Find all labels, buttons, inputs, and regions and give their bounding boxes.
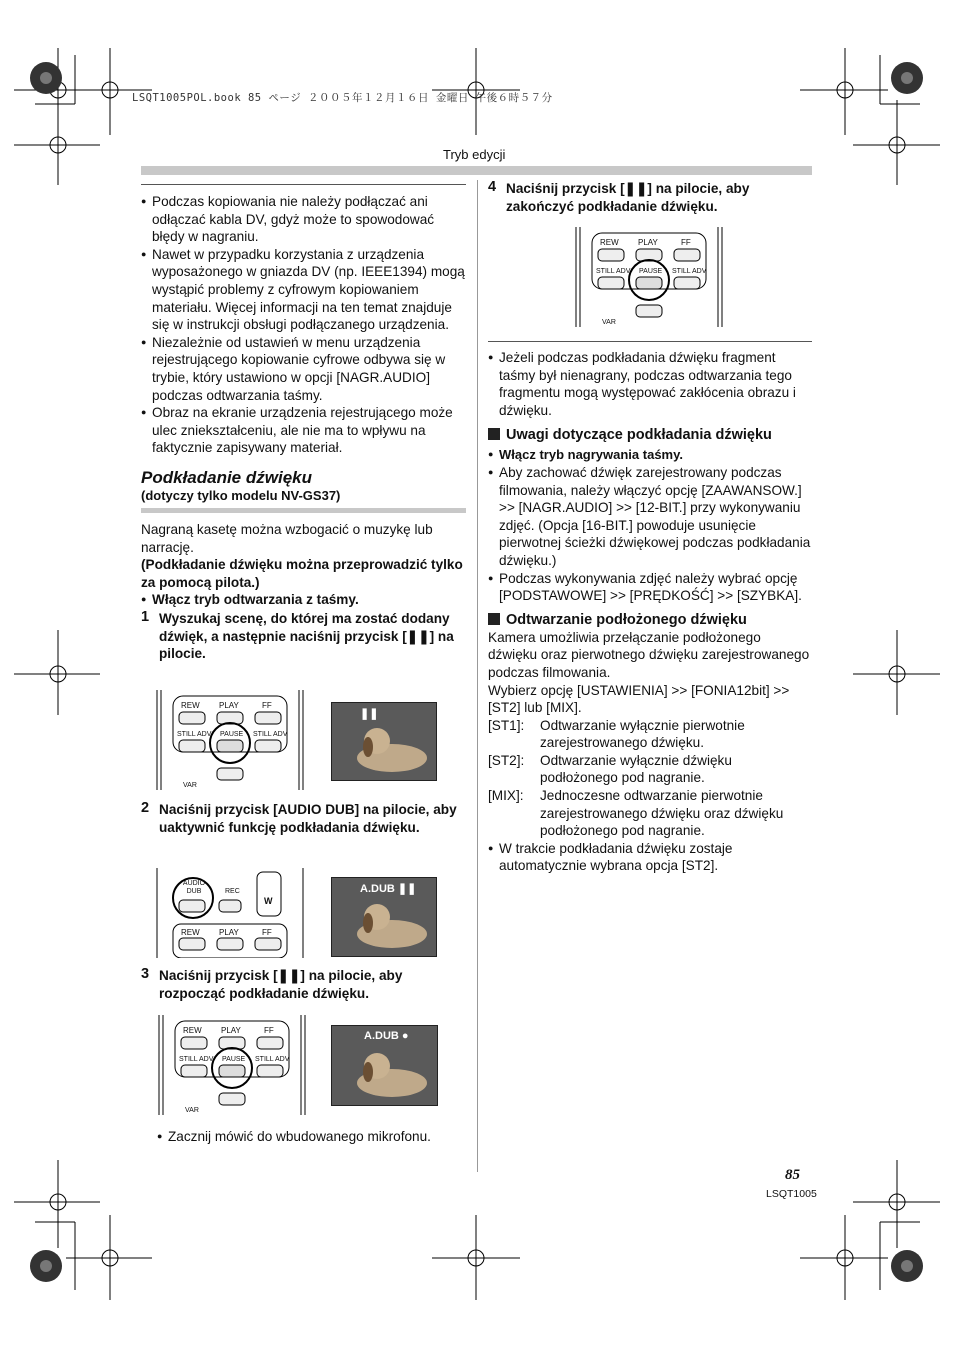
dog-photo [332,703,436,780]
step-text: Wyszukaj scenę, do której ma zostać dodany dźwięk, a następnie naciśnij przycisk [❚❚] na pilocie. [159,611,454,662]
still-adv-label: STILL ADV [177,731,212,738]
bullet: ● Nawet w przypadku korzystania z urządzenia wyposażonego w gniazda DV (np. IEEE1394) mogą wystąpić problemy z cyfrowym kopiowaniem materiału. Więcej informacji na ten temat znajduje się w instrukcji obsługi podłączanego urządzenia. [141,246,466,334]
rew-label: REW [181,928,200,937]
bullet: ● Obraz na ekranie urządzenia rejestrującego może ulec zniekształceniu, ale nie ma to wpływu na faktycznie zapisywany materiał. [141,404,466,457]
step-4 [488,180,811,215]
playback-text: Kamera umożliwia przełączanie podłożonego dźwięku oraz pierwotnego dźwięku zarejestrowanego podczas filmowania. [488,629,810,680]
option-row [488,717,812,752]
bullet: ● Podczas kopiowania nie należy podłączać ani odłączać kabla DV, gdyż może to spowodować błędy w nagraniu. [141,193,466,246]
rew-label: REW [600,238,619,247]
model-note: (dotyczy tylko modelu NV-GS37) [141,487,341,503]
pause-label: PAUSE [222,1056,246,1063]
rec-label: REC [225,888,240,895]
square-bullet-icon [488,428,500,440]
playback-heading [488,612,812,629]
option-key: [ST1]: [488,717,525,733]
playback-title: Odtwarzanie podłożonego dźwięku [506,611,747,628]
pause-label: PAUSE [639,268,663,275]
option-value: Odtwarzanie wyłącznie dźwięku podłożonego pod nagranie. [540,752,732,786]
bullet: ● Jeżeli podczas podkładania dźwięku fragment taśmy był nienagrany, podczas odtwarzania tego fragmentu mogą występować zakłócenia obrazu i dźwięku. [488,349,812,419]
divider [488,341,812,342]
still-adv-label: STILL ADV [596,268,631,275]
step-4-block [488,180,811,215]
var-label: VAR [185,1107,199,1114]
screen-indicator: A.DUB ❚❚ [360,883,417,895]
audio-dub-label: AUDIO DUB [182,880,206,895]
remote-drawing [153,868,307,958]
section-title: Tryb edycji [443,147,506,162]
bullet: ● Podczas wykonywania zdjęć należy wybrać opcję [PODSTAWOWE] >> [PRĘDKOŚĆ] >> [SZYBKA]. [488,570,812,605]
step-text: Naciśnij przycisk [❚❚] na pilocie, aby rozpocząć podkładanie dźwięku. [159,968,403,1001]
still-adv-label: STILL ADV [672,268,707,275]
option-value: Jednoczesne odtwarzanie pierwotnie zarejestrowanego dźwięku oraz dźwięku podłożonego pod nagranie. [540,788,784,839]
step-3-block [141,967,466,1002]
still-adv-label: STILL ADV [253,731,288,738]
step-3 [141,967,466,1002]
file-info-header: LSQT1005POL.book 85 ページ ２００５年１２月１６日 金曜日 午後６時５７分 [132,92,553,104]
remote-illustration [155,1015,309,1115]
var-label: VAR [183,782,197,789]
step-1 [141,610,466,663]
screen-indicator: ❚❚ [360,708,379,720]
option-key: [MIX]: [488,788,524,804]
play-label: PLAY [219,701,239,710]
column-divider [477,180,478,1172]
section-heading: Podkładanie dźwięku [141,467,312,487]
screen-image [331,1025,438,1106]
remote-illustration [153,868,307,958]
notes-title: Uwagi dotyczące podkładania dźwięku [506,427,772,444]
var-label: VAR [602,319,616,326]
header-band [141,166,812,175]
option-row [488,752,812,787]
final-note [157,1128,467,1146]
option-key: [ST2]: [488,752,525,768]
bullet: ● Niezależnie od ustawień w menu urządzenia rejestrującego kopiowanie cyfrowe odbywa się w trybie, który ustawiono w opcji [NAGR.AUDIO] podczas odtwarzania taśmy. [141,334,466,404]
option-value: Odtwarzanie wyłącznie pierwotnie zarejestrowanego dźwięku. [540,717,745,751]
bullet: ● Włącz tryb nagrywania taśmy. [488,446,812,464]
still-adv-label: STILL ADV [179,1056,214,1063]
divider [141,184,466,185]
right-column [488,341,812,875]
remote-illustration [572,227,726,327]
play-label: PLAY [219,928,239,937]
ff-label: FF [264,1026,274,1035]
bullet: ● W trakcie podkładania dźwięku zostaje automatycznie wybrana opcja [ST2]. [488,840,812,875]
rew-label: REW [183,1026,202,1035]
playback-instruction: Wybierz opcję [USTAWIENIA] >> [FONIA12bit] >> [ST2] lub [MIX]. [488,682,790,716]
rew-label: REW [181,701,200,710]
play-label: PLAY [221,1026,241,1035]
divider [141,508,466,513]
bullet: ● Zacznij mówić do wbudowanego mikrofonu. [157,1128,467,1146]
step-number: 4 [488,179,497,195]
intro-text: Nagraną kasetę można wzbogacić o muzykę lub narrację. [141,522,433,555]
mode-bullet: ● Włącz tryb odtwarzania z taśmy. [141,591,466,609]
bullet: ● Aby zachować dźwięk zarejestrowany podczas filmowania, należy włączyć opcję [ZAAWANSOW.] >> [NAGR.AUDIO] >> [12-BIT.] przy wykonywaniu zdjęć. (Opcja [16-BIT.] powoduje usunięcie pierwotnej ścieżki dźwiękowej podczas podkładania dźwięku.) [488,464,812,570]
notes-heading [488,427,812,444]
w-label: W [264,896,273,906]
document-code: LSQT1005 [766,1188,817,1200]
step-number: 3 [141,966,150,982]
screen-image [331,877,437,957]
step-text: Naciśnij przycisk [❚❚] na pilocie, aby zakończyć podkładanie dźwięku. [506,181,750,214]
pause-label: PAUSE [220,731,244,738]
intro-note: (Podkładanie dźwięku można przeprowadzić tylko za pomocą pilota.) [141,557,463,590]
screen-indicator: A.DUB ● [364,1030,409,1042]
ff-label: FF [262,701,272,710]
step-text: Naciśnij przycisk [AUDIO DUB] na pilocie, aby uaktywnić funkcję podkładania dźwięku. [159,802,457,835]
page-number: 85 [785,1167,800,1183]
remote-illustration [153,690,307,790]
step-2 [141,801,466,836]
square-bullet-icon [488,613,500,625]
step-number: 2 [141,800,150,816]
ff-label: FF [262,928,272,937]
step-2-block [141,801,466,836]
left-column [141,184,466,663]
step-number: 1 [141,609,150,626]
play-label: PLAY [638,238,658,247]
ff-label: FF [681,238,691,247]
still-adv-label: STILL ADV [255,1056,290,1063]
option-row [488,787,812,840]
screen-image [331,702,437,781]
